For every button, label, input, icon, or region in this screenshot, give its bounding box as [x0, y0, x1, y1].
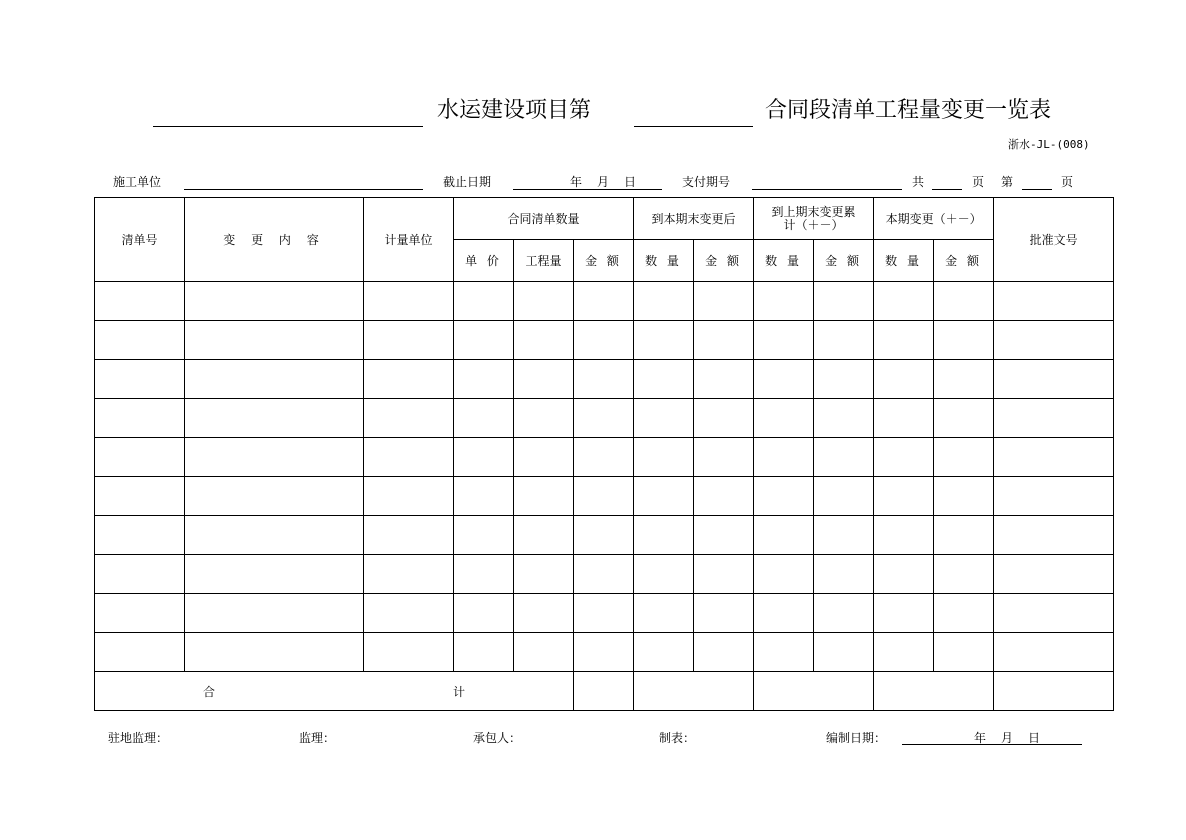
- table-cell[interactable]: [934, 594, 994, 633]
- table-cell[interactable]: [814, 477, 874, 516]
- table-cell[interactable]: [814, 516, 874, 555]
- table-cell[interactable]: [574, 282, 634, 321]
- header-quantity: 数 量: [874, 240, 934, 282]
- total-pages-field[interactable]: [932, 189, 962, 190]
- compile-date-label: 编制日期：: [826, 731, 887, 745]
- table-cell[interactable]: [95, 360, 185, 399]
- table-cell[interactable]: [514, 438, 574, 477]
- page-no-prefix: 第: [1001, 175, 1014, 189]
- table-cell[interactable]: [934, 555, 994, 594]
- table-cell[interactable]: [874, 555, 934, 594]
- table-cell[interactable]: [754, 477, 814, 516]
- cutoff-year: 年: [570, 175, 583, 189]
- table-cell[interactable]: [364, 321, 454, 360]
- table-cell[interactable]: [634, 399, 694, 438]
- table-cell[interactable]: [364, 438, 454, 477]
- table-cell[interactable]: [634, 321, 694, 360]
- table-cell[interactable]: [814, 555, 874, 594]
- table-row: [95, 633, 1114, 672]
- payment-period-label: 支付期号: [682, 175, 731, 189]
- table-cell[interactable]: [694, 360, 754, 399]
- table-cell[interactable]: [934, 321, 994, 360]
- table-cell[interactable]: [874, 477, 934, 516]
- total-cell[interactable]: [754, 672, 874, 711]
- table-cell[interactable]: [514, 594, 574, 633]
- table-cell[interactable]: [454, 399, 514, 438]
- header-item-no: 清单号: [95, 198, 185, 282]
- table-cell[interactable]: [754, 399, 814, 438]
- table-cell[interactable]: [934, 477, 994, 516]
- table-cell[interactable]: [694, 633, 754, 672]
- table-cell[interactable]: [994, 399, 1114, 438]
- table-cell[interactable]: [364, 360, 454, 399]
- table-cell[interactable]: [364, 477, 454, 516]
- table-cell[interactable]: [754, 594, 814, 633]
- table-cell[interactable]: [574, 438, 634, 477]
- table-cell[interactable]: [185, 594, 364, 633]
- table-cell[interactable]: [574, 516, 634, 555]
- table-cell[interactable]: [514, 477, 574, 516]
- cutoff-date-field[interactable]: [513, 189, 662, 190]
- table-cell[interactable]: [754, 633, 814, 672]
- table-cell[interactable]: [454, 594, 514, 633]
- table-cell[interactable]: [994, 633, 1114, 672]
- table-cell[interactable]: [694, 594, 754, 633]
- total-label-ji: 计: [453, 685, 466, 699]
- table-cell[interactable]: [934, 360, 994, 399]
- table-cell[interactable]: [574, 555, 634, 594]
- table-cell[interactable]: [574, 321, 634, 360]
- table-cell[interactable]: [694, 321, 754, 360]
- table-cell[interactable]: [454, 516, 514, 555]
- table-cell[interactable]: [185, 477, 364, 516]
- table-cell[interactable]: [454, 282, 514, 321]
- table-cell[interactable]: [874, 360, 934, 399]
- total-label-he: 合: [203, 685, 216, 699]
- page-no-suffix: 页: [1061, 175, 1074, 189]
- contract-section-underline[interactable]: [634, 126, 753, 127]
- table-row: [95, 477, 1114, 516]
- table-cell[interactable]: [514, 516, 574, 555]
- table-row: [95, 282, 1114, 321]
- header-quantity-eng: 工程量: [514, 240, 574, 282]
- contractor-label: 承包人：: [473, 731, 522, 745]
- table-cell[interactable]: [514, 633, 574, 672]
- table-cell[interactable]: [874, 594, 934, 633]
- table-row: [95, 321, 1114, 360]
- header-this-period: 本期变更（＋－）: [874, 198, 994, 240]
- total-cell[interactable]: [874, 672, 994, 711]
- table-cell[interactable]: [814, 282, 874, 321]
- table-cell[interactable]: [514, 399, 574, 438]
- table-cell[interactable]: [514, 321, 574, 360]
- table-cell[interactable]: [754, 321, 814, 360]
- table-cell[interactable]: [694, 282, 754, 321]
- table-cell[interactable]: [95, 399, 185, 438]
- table-cell[interactable]: [454, 438, 514, 477]
- table-cell[interactable]: [185, 633, 364, 672]
- table-cell[interactable]: [454, 321, 514, 360]
- table-cell[interactable]: [814, 321, 874, 360]
- construction-unit-field[interactable]: [184, 189, 423, 190]
- header-cumulative: 到上期末变更累计（＋－）: [754, 198, 874, 240]
- table-cell[interactable]: [185, 516, 364, 555]
- table-cell[interactable]: [364, 282, 454, 321]
- table-cell[interactable]: [754, 555, 814, 594]
- table-cell[interactable]: [185, 321, 364, 360]
- table-cell[interactable]: [514, 360, 574, 399]
- table-cell[interactable]: [454, 477, 514, 516]
- table-cell[interactable]: [574, 633, 634, 672]
- table-row: [95, 399, 1114, 438]
- table-cell[interactable]: [754, 516, 814, 555]
- table-cell[interactable]: [634, 633, 694, 672]
- total-cell[interactable]: [574, 672, 634, 711]
- header-change-content: 变 更 内 容: [185, 198, 364, 282]
- header-contract-qty: 合同清单数量: [454, 198, 634, 240]
- resident-supervisor-label: 驻地监理：: [108, 731, 169, 745]
- table-cell[interactable]: [754, 438, 814, 477]
- header-amount: 金 额: [694, 240, 754, 282]
- table-cell[interactable]: [514, 282, 574, 321]
- table-cell[interactable]: [574, 360, 634, 399]
- table-cell[interactable]: [574, 399, 634, 438]
- form-code: 浙水-JL-(008): [1008, 138, 1090, 151]
- table-cell[interactable]: [364, 594, 454, 633]
- table-cell[interactable]: [95, 282, 185, 321]
- header-approval-doc: 批准文号: [994, 198, 1114, 282]
- table-row: [95, 438, 1114, 477]
- table-cell[interactable]: [994, 516, 1114, 555]
- table-cell[interactable]: [874, 282, 934, 321]
- table-cell[interactable]: [814, 633, 874, 672]
- total-label-cell: [95, 672, 574, 711]
- table-cell[interactable]: [634, 438, 694, 477]
- table-row: [95, 516, 1114, 555]
- table-cell[interactable]: [814, 594, 874, 633]
- table-cell[interactable]: [574, 594, 634, 633]
- total-row: [95, 672, 1114, 711]
- table-cell[interactable]: [95, 477, 185, 516]
- table-cell[interactable]: [185, 438, 364, 477]
- header-quantity: 数 量: [634, 240, 694, 282]
- table-cell[interactable]: [454, 555, 514, 594]
- table-cell[interactable]: [874, 321, 934, 360]
- table-cell[interactable]: [874, 633, 934, 672]
- header-amount: 金 额: [814, 240, 874, 282]
- table-row: [95, 594, 1114, 633]
- table-cell[interactable]: [514, 555, 574, 594]
- table-cell[interactable]: [694, 399, 754, 438]
- table-cell[interactable]: [454, 633, 514, 672]
- header-unit: 计量单位: [364, 198, 454, 282]
- total-pages-prefix: 共: [912, 175, 925, 189]
- cutoff-day: 日: [624, 175, 637, 189]
- table-cell[interactable]: [364, 555, 454, 594]
- table-cell[interactable]: [994, 555, 1114, 594]
- table-cell[interactable]: [364, 516, 454, 555]
- construction-unit-label: 施工单位: [113, 175, 162, 189]
- table-cell[interactable]: [994, 321, 1114, 360]
- table-body: [95, 282, 1114, 672]
- table-cell[interactable]: [574, 477, 634, 516]
- table-cell[interactable]: [754, 282, 814, 321]
- title-part1: 水运建设项目第: [437, 98, 592, 123]
- header-unit-price: 单 价: [454, 240, 514, 282]
- header-quantity: 数 量: [754, 240, 814, 282]
- compile-year: 年: [974, 731, 987, 745]
- table-cell[interactable]: [874, 438, 934, 477]
- header-after-change: 到本期末变更后: [634, 198, 754, 240]
- page-no-field[interactable]: [1022, 189, 1052, 190]
- table-cell[interactable]: [185, 399, 364, 438]
- table-cell[interactable]: [95, 633, 185, 672]
- prepared-by-label: 制表：: [659, 731, 696, 745]
- compile-date-field[interactable]: [902, 744, 1082, 745]
- table-row: [95, 360, 1114, 399]
- table-cell[interactable]: [634, 516, 694, 555]
- table-cell[interactable]: [364, 399, 454, 438]
- table-cell[interactable]: [364, 633, 454, 672]
- payment-period-field[interactable]: [752, 189, 902, 190]
- table-row: [95, 555, 1114, 594]
- table-cell[interactable]: [934, 399, 994, 438]
- header-amount: 金 额: [934, 240, 994, 282]
- table-cell[interactable]: [994, 438, 1114, 477]
- table-cell[interactable]: [185, 555, 364, 594]
- table-cell[interactable]: [185, 360, 364, 399]
- table-cell[interactable]: [95, 516, 185, 555]
- table-cell[interactable]: [994, 282, 1114, 321]
- table-cell[interactable]: [634, 282, 694, 321]
- table-cell[interactable]: [994, 477, 1114, 516]
- table-cell[interactable]: [95, 438, 185, 477]
- project-name-underline[interactable]: [153, 126, 423, 127]
- table-cell[interactable]: [95, 321, 185, 360]
- table-cell[interactable]: [934, 516, 994, 555]
- table-cell[interactable]: [934, 282, 994, 321]
- table-cell[interactable]: [874, 399, 934, 438]
- table-cell[interactable]: [694, 516, 754, 555]
- change-list-table: [94, 197, 1114, 711]
- table-cell[interactable]: [694, 438, 754, 477]
- table-cell[interactable]: [934, 633, 994, 672]
- table-cell[interactable]: [874, 516, 934, 555]
- table-cell[interactable]: [634, 555, 694, 594]
- cutoff-month: 月: [597, 175, 610, 189]
- table-cell[interactable]: [754, 360, 814, 399]
- table-cell[interactable]: [814, 360, 874, 399]
- table-cell[interactable]: [694, 477, 754, 516]
- table-cell[interactable]: [634, 477, 694, 516]
- total-pages-suffix: 页: [972, 175, 985, 189]
- total-cell[interactable]: [994, 672, 1114, 711]
- table-cell[interactable]: [814, 438, 874, 477]
- cutoff-date-label: 截止日期: [443, 175, 492, 189]
- table-cell[interactable]: [454, 360, 514, 399]
- supervisor-label: 监理：: [299, 731, 336, 745]
- header-amount: 金 额: [574, 240, 634, 282]
- compile-month: 月: [1001, 731, 1014, 745]
- header-row-1: [95, 198, 1114, 240]
- table-cell[interactable]: [634, 360, 694, 399]
- table-cell[interactable]: [95, 594, 185, 633]
- table-cell[interactable]: [814, 399, 874, 438]
- table-cell[interactable]: [994, 594, 1114, 633]
- table-cell[interactable]: [694, 555, 754, 594]
- table-cell[interactable]: [95, 555, 185, 594]
- compile-day: 日: [1028, 731, 1041, 745]
- table-cell[interactable]: [994, 360, 1114, 399]
- title-part2: 合同段清单工程量变更一览表: [765, 98, 1052, 123]
- total-cell[interactable]: [634, 672, 754, 711]
- table-cell[interactable]: [634, 594, 694, 633]
- table-cell[interactable]: [934, 438, 994, 477]
- table-cell[interactable]: [185, 282, 364, 321]
